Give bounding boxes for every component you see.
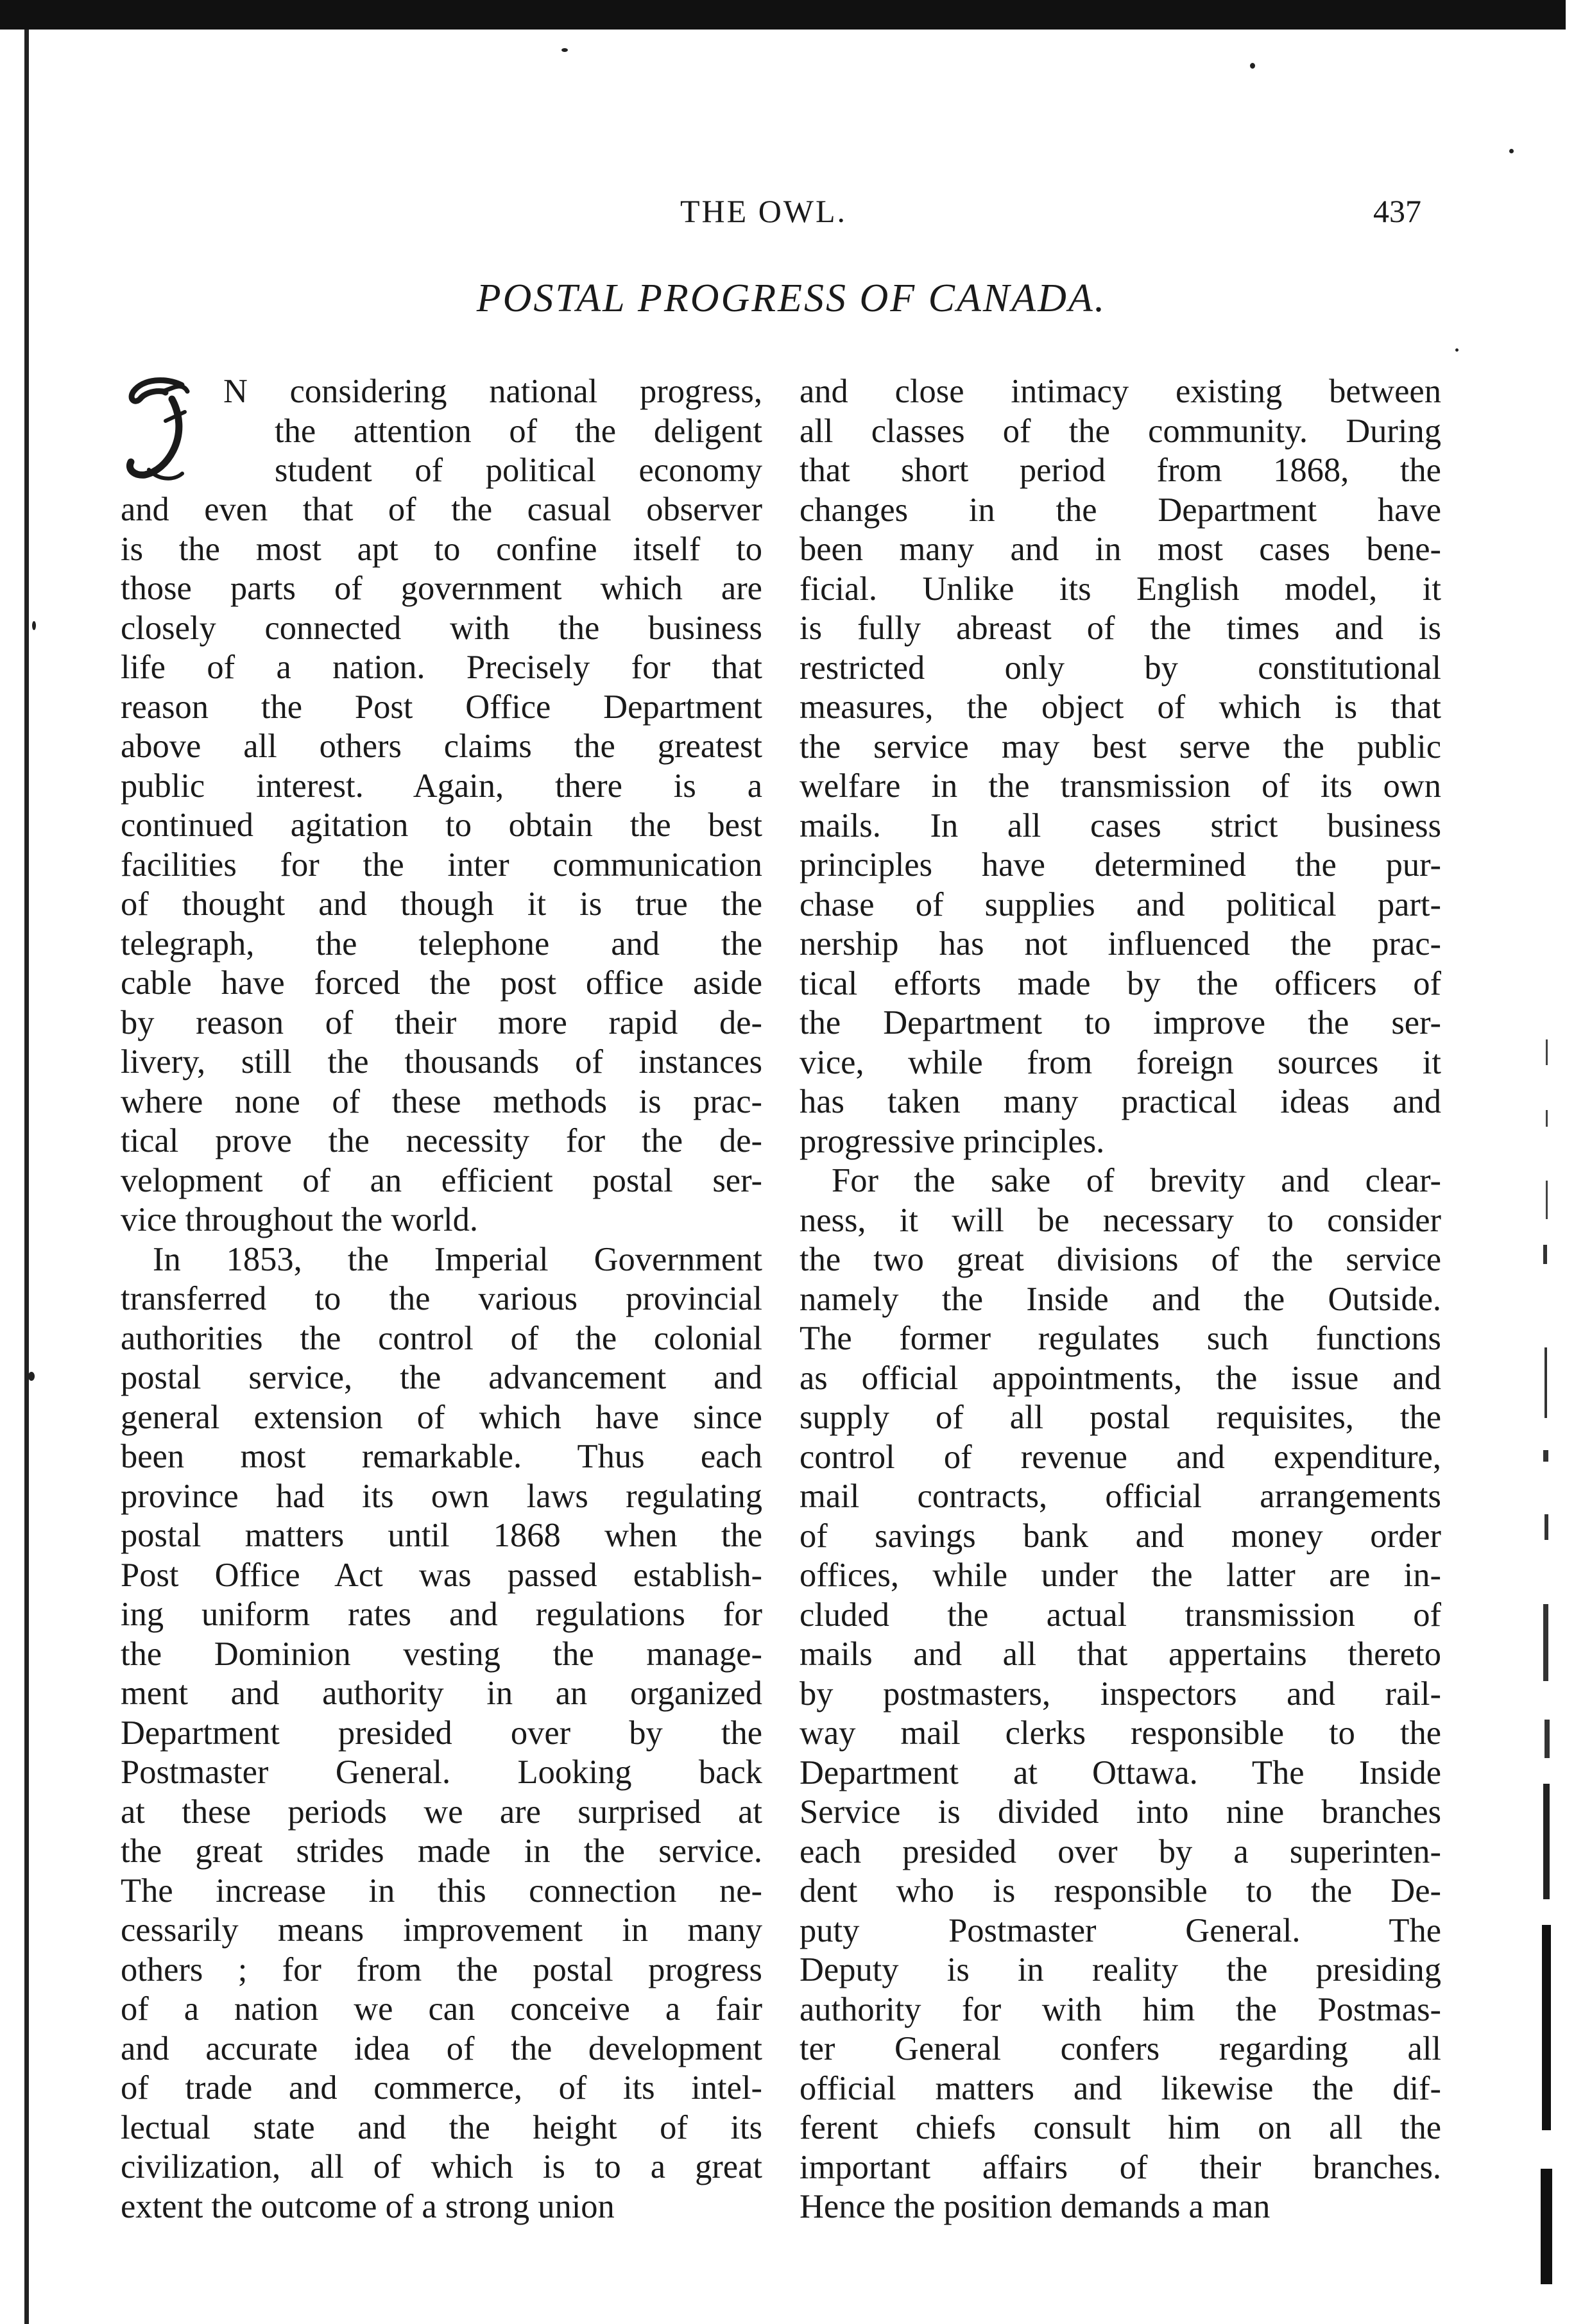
text-line: way mail clerks responsible to the [800,1714,1441,1752]
text-line: ferent chiefs consult him on all the [800,2109,1441,2146]
text-line: The increase in this connection ne- [121,1872,762,1910]
text-line: all classes of the community. During [800,412,1441,450]
scan-speck [1455,348,1459,352]
page-number: 437 [1373,193,1421,229]
text-line: student of political economy [275,452,762,489]
text-line: ficial. Unlike its English model, it [800,570,1441,608]
text-line: the service may best serve the public [800,728,1441,765]
text-line: changes in the Department have [800,491,1441,529]
text-line: welfare in the transmission of its own [800,767,1441,805]
text-line: of savings bank and money order [800,1517,1441,1555]
text-line: as official appointments, the issue and [800,1359,1441,1397]
text-line: ness, it will be necessary to consider [800,1201,1441,1239]
text-line: For the sake of brevity and clear- [832,1162,1441,1199]
text-line: important affairs of their branches. [800,2148,1441,2186]
text-line: and accurate idea of the development [121,2029,762,2067]
text-line: where none of these methods is prac- [121,1082,762,1120]
text-line: Hence the position demands a man [800,2188,1271,2225]
text-line: nership has not influenced the prac- [800,925,1441,962]
text-line: Postmaster General. Looking back [121,1754,762,1791]
text-line: that short period from 1868, the [800,452,1441,489]
text-line: namely the Inside and the Outside. [800,1280,1441,1318]
text-line: the great strides made in the service. [121,1833,762,1870]
text-line: and even that of the casual observer [121,491,762,528]
text-line: livery, still the thousands of instances [121,1043,762,1081]
text-line: supply of all postal requisites, the [800,1399,1441,1436]
text-line: Department at Ottawa. The Inside [800,1754,1441,1791]
text-line: postal service, the advancement and [121,1359,762,1396]
text-line: of thought and though it is true the [121,885,762,923]
text-line: each presided over by a superinten- [800,1833,1441,1870]
scan-speck [32,621,36,630]
text-line: Deputy is in reality the presiding [800,1951,1441,1988]
text-line: by reason of their more rapid de- [121,1004,762,1041]
right-column [800,372,1441,2227]
text-line: at these periods we are surprised at [121,1793,762,1831]
text-line: the Dominion vesting the manage- [121,1635,762,1673]
text-line: of a nation we can conceive a fair [121,1990,762,2028]
text-line: closely connected with the business [121,609,762,647]
text-line: principles have determined the pur- [800,846,1441,884]
opening-paragraph-start [121,372,762,490]
text-line: ment and authority in an organized [121,1675,762,1712]
text-line: control of revenue and expenditure, [800,1438,1441,1476]
text-line: mails. In all cases strict business [800,807,1441,844]
scan-speck [28,1372,35,1381]
text-line: mails and all that appertains thereto [800,1636,1441,1673]
drop-cap-ornament [121,373,223,489]
text-line: cable have forced the post office aside [121,964,762,1002]
text-line: civilization, all of which is to a great [121,2148,762,2185]
text-line: official matters and likewise the dif- [800,2069,1441,2107]
text-line: velopment of an efficient postal ser- [121,1161,762,1199]
text-line: has taken many practical ideas and [800,1083,1441,1120]
text-line: authority for with him the Postmas- [800,1990,1441,2028]
text-line: lectual state and the height of its [121,2108,762,2146]
text-line: of trade and commerce, of its intel- [121,2069,762,2106]
text-line: reason the Post Office Department [121,688,762,726]
text-line: the Department to improve the ser- [800,1004,1441,1041]
text-line: is fully abreast of the times and is [800,610,1441,647]
text-line: province had its own laws regulating [121,1477,762,1515]
scan-margin-marks [1537,1039,1562,2291]
text-line: above all others claims the greatest [121,728,762,765]
text-line: The former regulates such functions [800,1320,1441,1357]
text-line: ter General confers regarding all [800,2030,1441,2067]
scan-speck [561,48,568,52]
text-line: by postmasters, inspectors and rail- [800,1675,1441,1713]
text-line: dent who is responsible to the De- [800,1872,1441,1910]
text-line: vice, while from foreign sources it [800,1043,1441,1081]
text-line: Service is divided into nine branches [800,1793,1441,1831]
text-line: been most remarkable. Thus each [121,1438,762,1475]
text-line: others ; for from the postal progress [121,1951,762,1988]
text-line: continued agitation to obtain the best [121,807,762,844]
scan-left-edge [24,30,29,2324]
text-line: cluded the actual transmission of [800,1596,1441,1634]
text-line: those parts of government which are [121,570,762,607]
scan-top-edge [0,0,1566,30]
text-line: tical efforts made by the officers of [800,964,1441,1002]
text-line: Post Office Act was passed establish- [121,1556,762,1594]
left-column [121,372,762,2226]
text-line: telegraph, the telephone and the [121,925,762,962]
left-column-body [121,490,762,2226]
running-title: THE OWL. [680,193,848,229]
text-line: the attention of the deligent [275,412,762,450]
text-line: facilities for the inter communication [121,846,762,884]
text-line: progressive principles. [800,1122,1105,1160]
text-line: authorities the control of the colonial [121,1319,762,1357]
text-line: been many and in most cases bene- [800,531,1441,568]
text-line: measures, the object of which is that [800,688,1441,726]
drop-cap-lines [223,372,762,491]
text-line: N considering national progress, [223,373,762,410]
text-line: transferred to the various provincial [121,1280,762,1317]
right-column-body [800,372,1441,2227]
text-line: restricted only by constitutional [800,649,1441,687]
text-line: is the most apt to confine itself to [121,530,762,568]
text-line: cessarily means improvement in many [121,1911,762,1949]
page-header [0,192,1583,244]
text-line: postal matters until 1868 when the [121,1517,762,1554]
text-line: the two great divisions of the service [800,1241,1441,1278]
text-line: offices, while under the latter are in- [800,1557,1441,1594]
text-line: chase of supplies and political part- [800,885,1441,923]
text-line: tical prove the necessity for the de- [121,1122,762,1159]
text-line: life of a nation. Precisely for that [121,649,762,686]
text-line: Department presided over by the [121,1714,762,1752]
article-title: POSTAL PROGRESS OF CANADA. [476,277,1107,320]
text-line: ing uniform rates and regulations for [121,1596,762,1633]
text-line: public interest. Again, there is a [121,767,762,805]
text-line: general extension of which have since [121,1398,762,1436]
text-line: mail contracts, official arrangements [800,1478,1441,1515]
scan-speck [1509,149,1514,153]
scan-speck [1250,63,1255,69]
text-line: vice throughout the world. [121,1201,478,1238]
text-line: puty Postmaster General. The [800,1911,1441,1949]
text-line: In 1853, the Imperial Government [153,1240,762,1278]
text-line: extent the outcome of a strong union [121,2187,615,2225]
text-line: and close intimacy existing between [800,373,1441,410]
